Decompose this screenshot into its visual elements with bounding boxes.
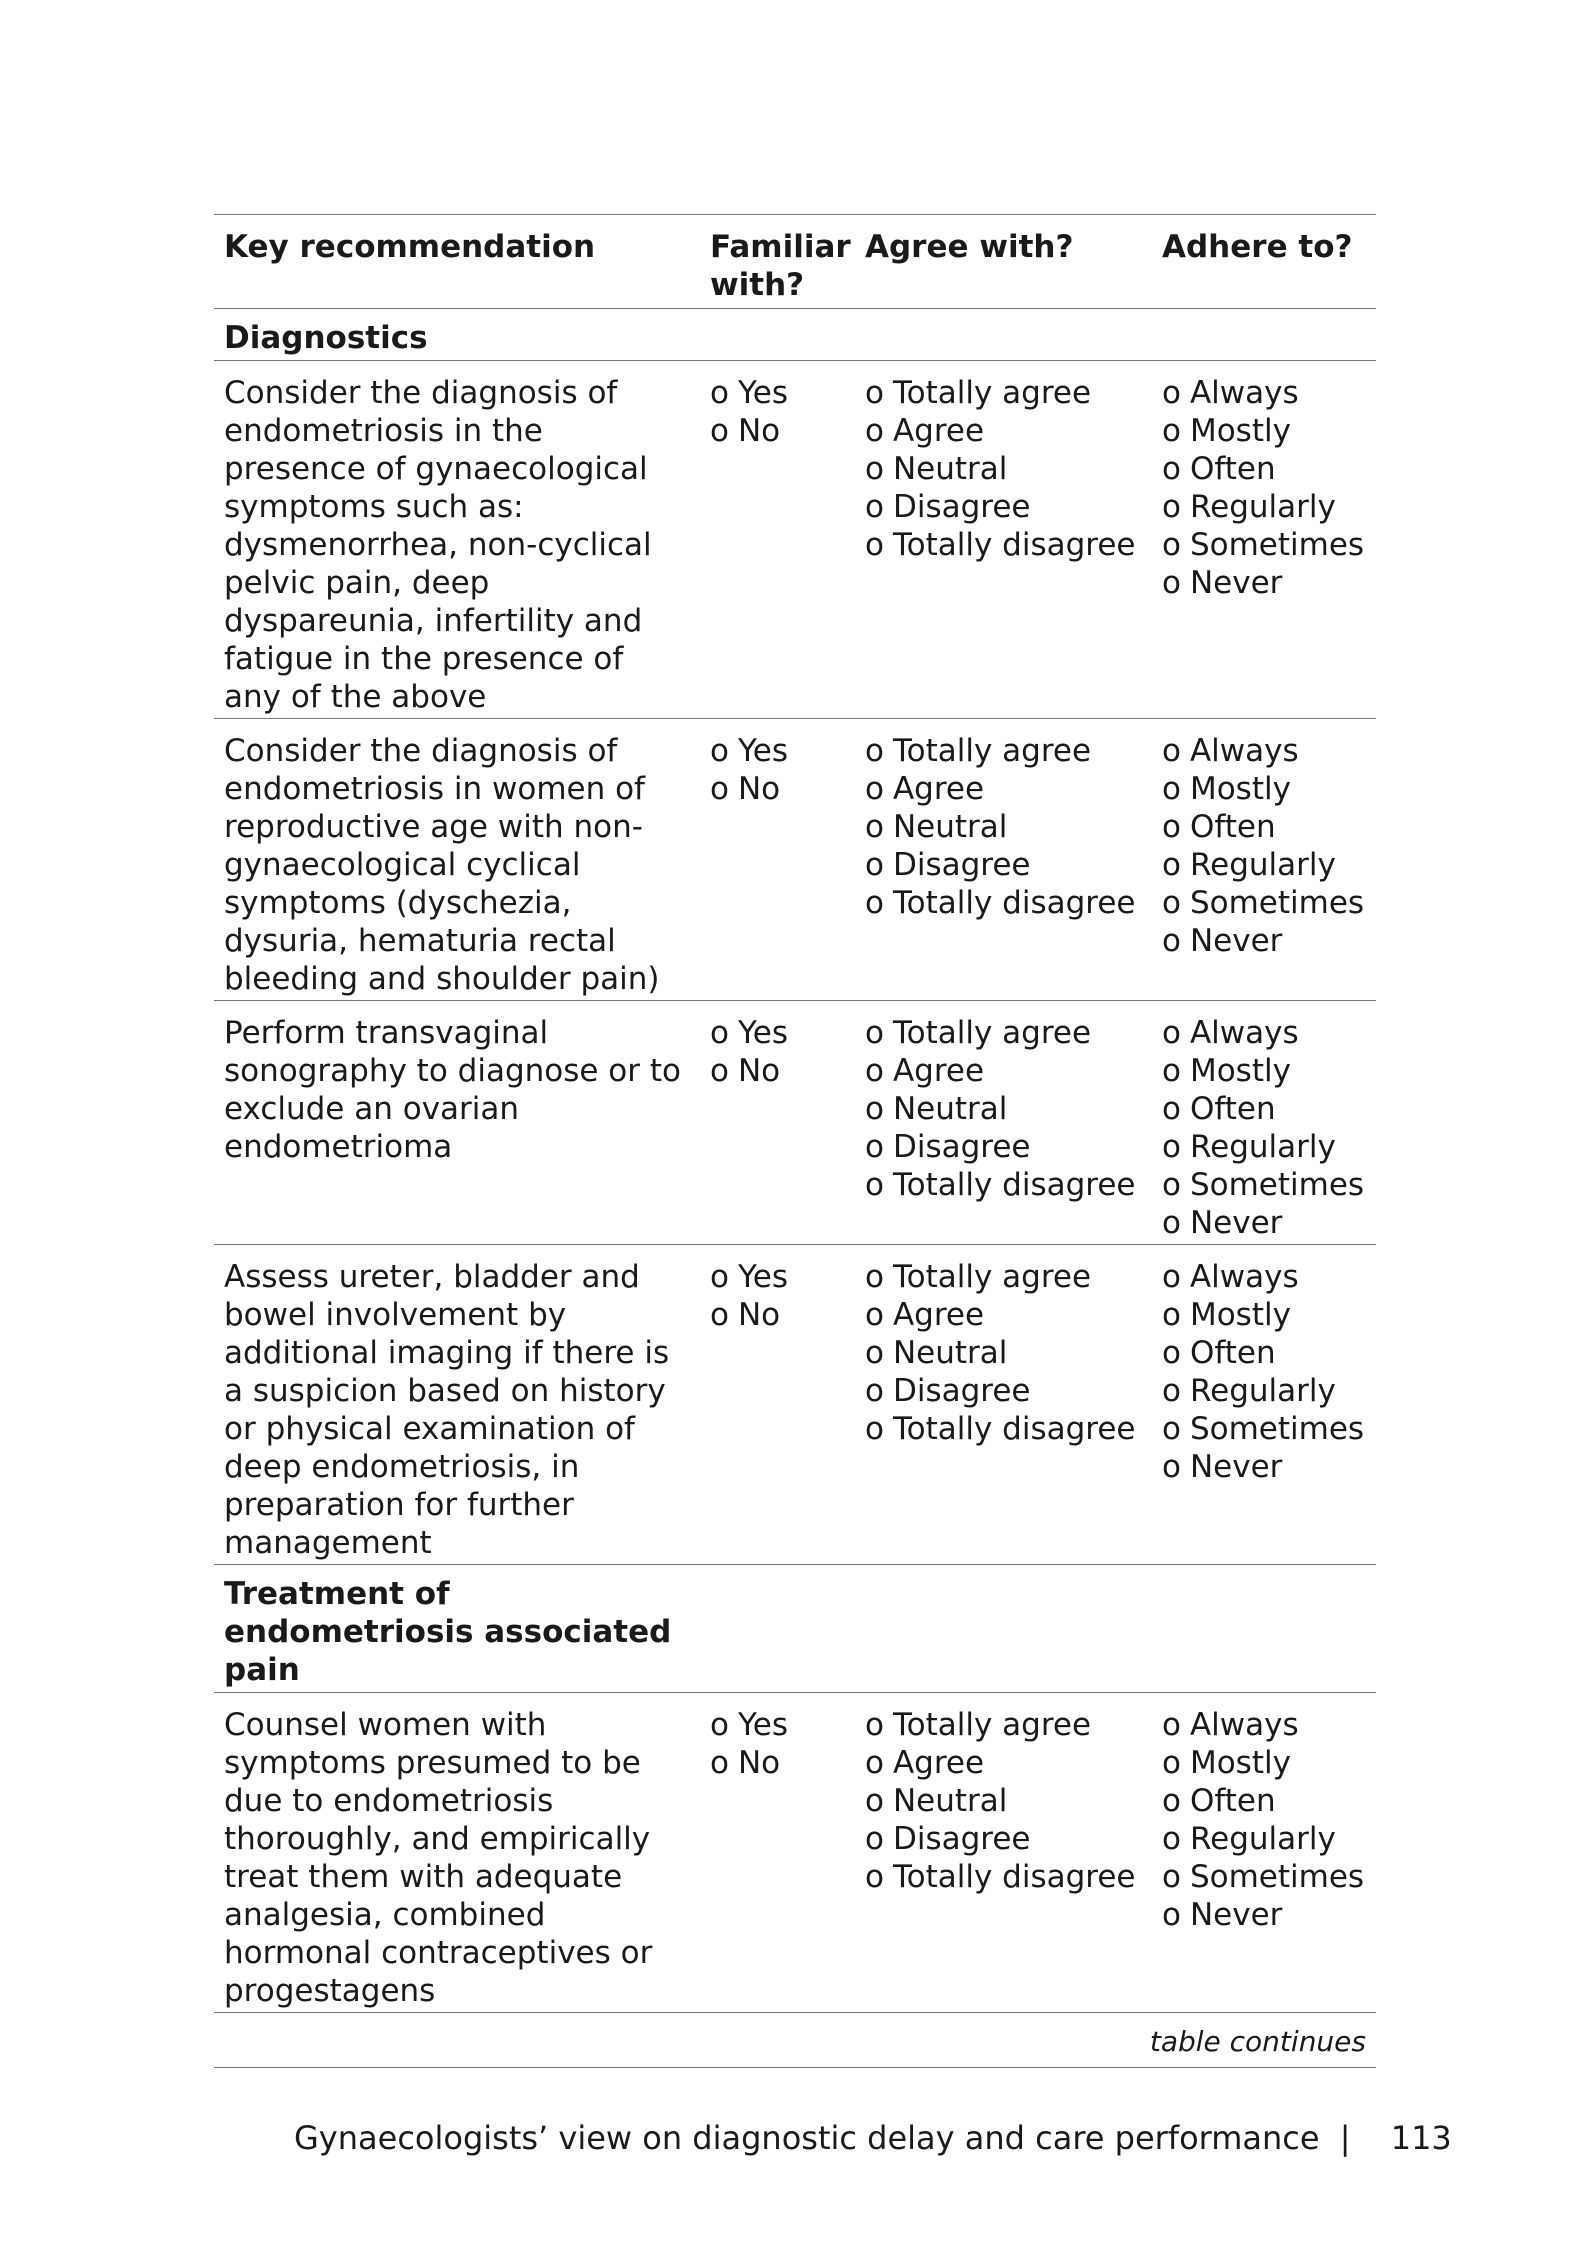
familiar-option[interactable] — [710, 1052, 845, 1090]
option-bullet: o — [865, 847, 884, 883]
familiar-option[interactable] — [710, 1258, 845, 1296]
agree-option[interactable] — [865, 1858, 1142, 1896]
adhere-option-label: Always — [1189, 1259, 1299, 1295]
recommendation-text: Consider the diagnosis of endometriosis in the presence of gynaecological symptoms such as: dysmenorrhea, non-cyclical pelvic pain, deep dyspareunia, infertility and fatigue in the presence of any of the above — [224, 375, 652, 715]
agree-option[interactable] — [865, 1782, 1142, 1820]
option-bullet: o — [1162, 1449, 1181, 1485]
table-row — [214, 1693, 1376, 2013]
familiar-option-label: No — [737, 771, 781, 807]
option-bullet: o — [1162, 923, 1181, 959]
agree-option[interactable] — [865, 1128, 1142, 1166]
agree-option[interactable] — [865, 412, 1142, 450]
adhere-option-label: Always — [1189, 375, 1299, 411]
adhere-option-label: Regularly — [1189, 1373, 1336, 1409]
option-bullet: o — [865, 1859, 884, 1895]
option-bullet: o — [1162, 733, 1181, 769]
adhere-option[interactable] — [1162, 526, 1366, 564]
adhere-options — [1152, 1693, 1376, 2013]
adhere-option[interactable] — [1162, 1744, 1366, 1782]
adhere-option[interactable] — [1162, 1858, 1366, 1896]
adhere-option[interactable] — [1162, 1166, 1366, 1204]
option-bullet: o — [1162, 1783, 1181, 1819]
recommendation-text: Consider the diagnosis of endometriosis in women of reproductive age with non-gynaecological cyclical symptoms (dyschezia, dysuria, hematuria rectal bleeding and shoulder pain) — [224, 733, 660, 997]
option-bullet: o — [1162, 1259, 1181, 1295]
option-bullet: o — [1162, 1373, 1181, 1409]
agree-option-label: Totally disagree — [892, 885, 1136, 921]
adhere-option-label: Never — [1189, 1897, 1283, 1933]
option-bullet: o — [865, 1783, 884, 1819]
agree-option[interactable] — [865, 846, 1142, 884]
adhere-option-label: Never — [1189, 1449, 1283, 1485]
option-bullet: o — [1162, 1745, 1181, 1781]
running-title: Gynaecologists’ view on diagnostic delay and care performance — [294, 2119, 1320, 2157]
agree-option-label: Agree — [892, 1297, 985, 1333]
adhere-option[interactable] — [1162, 374, 1366, 412]
adhere-option[interactable] — [1162, 1410, 1366, 1448]
agree-option[interactable] — [865, 1090, 1142, 1128]
agree-option[interactable] — [865, 374, 1142, 412]
familiar-option[interactable] — [710, 1706, 845, 1744]
option-bullet: o — [710, 413, 729, 449]
agree-option-label: Agree — [892, 771, 985, 807]
agree-option-label: Agree — [892, 1745, 985, 1781]
table-row — [214, 1245, 1376, 1565]
familiar-options — [700, 1693, 855, 2013]
header-familiar-with: Familiar with? — [710, 229, 851, 303]
option-bullet: o — [1162, 847, 1181, 883]
empty-cell — [1152, 309, 1376, 361]
adhere-option[interactable] — [1162, 1128, 1366, 1166]
section-title: Diagnostics — [224, 320, 428, 356]
adhere-option-label: Sometimes — [1189, 527, 1365, 563]
recommendation-text: Perform transvaginal sonography to diagnose or to exclude an ovarian endometrioma — [224, 1015, 681, 1165]
option-bullet: o — [1162, 1167, 1181, 1203]
option-bullet: o — [865, 1015, 884, 1051]
option-bullet: o — [710, 1297, 729, 1333]
adhere-option-label: Regularly — [1189, 1821, 1336, 1857]
option-bullet: o — [865, 1129, 884, 1165]
agree-option-label: Disagree — [892, 489, 1031, 525]
agree-option-label: Totally agree — [892, 733, 1092, 769]
agree-option[interactable] — [865, 1166, 1142, 1204]
option-bullet: o — [865, 771, 884, 807]
option-bullet: o — [710, 375, 729, 411]
option-bullet: o — [1162, 1821, 1181, 1857]
empty-cell — [1152, 1565, 1376, 1693]
empty-cell — [700, 1565, 855, 1693]
empty-cell — [700, 309, 855, 361]
agree-option[interactable] — [865, 1410, 1142, 1448]
agree-options — [855, 1245, 1152, 1565]
adhere-option-label: Always — [1189, 1707, 1299, 1743]
option-bullet: o — [710, 1745, 729, 1781]
option-bullet: o — [1162, 1205, 1181, 1241]
agree-option[interactable] — [865, 526, 1142, 564]
adhere-option[interactable] — [1162, 922, 1366, 960]
option-bullet: o — [865, 1821, 884, 1857]
agree-option[interactable] — [865, 1820, 1142, 1858]
adhere-option-label: Never — [1189, 565, 1283, 601]
option-bullet: o — [1162, 1411, 1181, 1447]
option-bullet: o — [710, 1259, 729, 1295]
agree-option[interactable] — [865, 1296, 1142, 1334]
table-row — [214, 361, 1376, 719]
recommendation-text: Assess ureter, bladder and bowel involvement by additional imaging if there is a suspicion based on history or physical examination of deep endometriosis, in preparation for further management — [224, 1259, 670, 1561]
option-bullet: o — [1162, 771, 1181, 807]
table-row — [214, 719, 1376, 1001]
table-body — [214, 309, 1376, 2068]
page-footer — [294, 2118, 1452, 2158]
option-bullet: o — [865, 527, 884, 563]
option-bullet: o — [1162, 1091, 1181, 1127]
adhere-options — [1152, 361, 1376, 719]
adhere-option-label: Mostly — [1189, 1745, 1291, 1781]
adhere-option[interactable] — [1162, 1448, 1366, 1486]
familiar-option-label: Yes — [737, 375, 789, 411]
adhere-option-label: Never — [1189, 1205, 1283, 1241]
agree-option-label: Neutral — [892, 451, 1008, 487]
option-bullet: o — [1162, 527, 1181, 563]
adhere-option[interactable] — [1162, 884, 1366, 922]
option-bullet: o — [865, 1053, 884, 1089]
familiar-option[interactable] — [710, 412, 845, 450]
adhere-option-label: Never — [1189, 923, 1283, 959]
familiar-options — [700, 361, 855, 719]
agree-option-label: Neutral — [892, 1091, 1008, 1127]
option-bullet: o — [865, 1411, 884, 1447]
option-bullet: o — [1162, 885, 1181, 921]
familiar-option-label: Yes — [737, 1707, 789, 1743]
adhere-options — [1152, 1001, 1376, 1245]
option-bullet: o — [865, 1259, 884, 1295]
agree-option[interactable] — [865, 1372, 1142, 1410]
section-row — [214, 309, 1376, 361]
adhere-option-label: Often — [1189, 1783, 1276, 1819]
familiar-options — [700, 719, 855, 1001]
option-bullet: o — [865, 451, 884, 487]
agree-option[interactable] — [865, 1744, 1142, 1782]
familiar-option-label: No — [737, 1297, 781, 1333]
agree-option-label: Totally disagree — [892, 1859, 1136, 1895]
agree-option-label: Neutral — [892, 1783, 1008, 1819]
option-bullet: o — [1162, 1707, 1181, 1743]
agree-option[interactable] — [865, 1052, 1142, 1090]
option-bullet: o — [710, 771, 729, 807]
adhere-option-label: Mostly — [1189, 1053, 1291, 1089]
agree-options — [855, 361, 1152, 719]
familiar-option-label: No — [737, 1053, 781, 1089]
agree-option[interactable] — [865, 770, 1142, 808]
section-title: Treatment of endometriosis associated pain — [224, 1576, 672, 1688]
familiar-option[interactable] — [710, 1296, 845, 1334]
option-bullet: o — [865, 885, 884, 921]
adhere-option-label: Often — [1189, 1091, 1276, 1127]
agree-option-label: Totally agree — [892, 1259, 1092, 1295]
adhere-option[interactable] — [1162, 732, 1366, 770]
agree-option[interactable] — [865, 450, 1142, 488]
table-header — [214, 215, 1376, 309]
agree-option[interactable] — [865, 884, 1142, 922]
option-bullet: o — [1162, 565, 1181, 601]
adhere-option-label: Sometimes — [1189, 1859, 1365, 1895]
agree-option-label: Neutral — [892, 809, 1008, 845]
option-bullet: o — [1162, 1129, 1181, 1165]
familiar-option[interactable] — [710, 1014, 845, 1052]
header-agree-with: Agree with? — [865, 229, 1074, 265]
agree-option[interactable] — [865, 488, 1142, 526]
familiar-option-label: Yes — [737, 1259, 789, 1295]
section-row — [214, 1565, 1376, 1693]
adhere-option[interactable] — [1162, 564, 1366, 602]
agree-options — [855, 1693, 1152, 2013]
agree-option[interactable] — [865, 1706, 1142, 1744]
adhere-option-label: Mostly — [1189, 771, 1291, 807]
familiar-option-label: No — [737, 1745, 781, 1781]
header-key-recommendation: Key recommendation — [224, 229, 596, 265]
adhere-option-label: Often — [1189, 809, 1276, 845]
adhere-option-label: Mostly — [1189, 1297, 1291, 1333]
adhere-option-label: Sometimes — [1189, 1167, 1365, 1203]
option-bullet: o — [865, 1335, 884, 1371]
continues-row — [214, 2013, 1376, 2068]
agree-option-label: Totally disagree — [892, 527, 1136, 563]
adhere-option[interactable] — [1162, 1052, 1366, 1090]
adhere-option[interactable] — [1162, 412, 1366, 450]
agree-option[interactable] — [865, 1334, 1142, 1372]
agree-option-label: Totally agree — [892, 1707, 1092, 1743]
agree-option-label: Disagree — [892, 1821, 1031, 1857]
agree-option-label: Disagree — [892, 847, 1031, 883]
option-bullet: o — [1162, 1297, 1181, 1333]
agree-option-label: Neutral — [892, 1335, 1008, 1371]
agree-option-label: Agree — [892, 1053, 985, 1089]
adhere-option-label: Regularly — [1189, 489, 1336, 525]
option-bullet: o — [865, 809, 884, 845]
adhere-option[interactable] — [1162, 1014, 1366, 1052]
option-bullet: o — [1162, 809, 1181, 845]
option-bullet: o — [710, 1015, 729, 1051]
empty-cell — [855, 309, 1152, 361]
option-bullet: o — [1162, 1053, 1181, 1089]
table-row — [214, 1001, 1376, 1245]
option-bullet: o — [865, 413, 884, 449]
adhere-option[interactable] — [1162, 1090, 1366, 1128]
option-bullet: o — [1162, 489, 1181, 525]
familiar-option-label: Yes — [737, 733, 789, 769]
header-adhere-to: Adhere to? — [1162, 229, 1353, 265]
adhere-option-label: Regularly — [1189, 1129, 1336, 1165]
option-bullet: o — [710, 733, 729, 769]
option-bullet: o — [865, 1091, 884, 1127]
option-bullet: o — [865, 1297, 884, 1333]
agree-option-label: Disagree — [892, 1373, 1031, 1409]
option-bullet: o — [865, 1373, 884, 1409]
option-bullet: o — [1162, 1859, 1181, 1895]
adhere-option-label: Often — [1189, 1335, 1276, 1371]
adhere-options — [1152, 719, 1376, 1001]
option-bullet: o — [1162, 451, 1181, 487]
option-bullet: o — [865, 1707, 884, 1743]
empty-cell — [855, 1565, 1152, 1693]
agree-option-label: Disagree — [892, 1129, 1031, 1165]
adhere-option[interactable] — [1162, 1896, 1366, 1934]
familiar-option-label: No — [737, 413, 781, 449]
option-bullet: o — [1162, 375, 1181, 411]
adhere-option-label: Always — [1189, 1015, 1299, 1051]
adhere-option[interactable] — [1162, 770, 1366, 808]
adhere-option-label: Often — [1189, 451, 1276, 487]
adhere-option[interactable] — [1162, 1334, 1366, 1372]
agree-option-label: Totally disagree — [892, 1411, 1136, 1447]
familiar-option[interactable] — [710, 770, 845, 808]
option-bullet: o — [1162, 1335, 1181, 1371]
adhere-option[interactable] — [1162, 808, 1366, 846]
adhere-option-label: Mostly — [1189, 413, 1291, 449]
adhere-option-label: Regularly — [1189, 847, 1336, 883]
agree-options — [855, 1001, 1152, 1245]
adhere-option[interactable] — [1162, 846, 1366, 884]
adhere-option[interactable] — [1162, 1782, 1366, 1820]
familiar-option-label: Yes — [737, 1015, 789, 1051]
familiar-option[interactable] — [710, 374, 845, 412]
agree-option[interactable] — [865, 808, 1142, 846]
agree-options — [855, 719, 1152, 1001]
adhere-option-label: Sometimes — [1189, 1411, 1365, 1447]
agree-option-label: Agree — [892, 413, 985, 449]
adhere-option[interactable] — [1162, 1296, 1366, 1334]
adhere-option[interactable] — [1162, 1204, 1366, 1242]
adhere-option[interactable] — [1162, 1820, 1366, 1858]
familiar-option[interactable] — [710, 732, 845, 770]
familiar-option[interactable] — [710, 1744, 845, 1782]
agree-option-label: Totally agree — [892, 375, 1092, 411]
familiar-options — [700, 1001, 855, 1245]
adhere-option-label: Always — [1189, 733, 1299, 769]
adhere-option[interactable] — [1162, 450, 1366, 488]
adhere-option-label: Sometimes — [1189, 885, 1365, 921]
option-bullet: o — [1162, 1015, 1181, 1051]
recommendation-text: Counsel women with symptoms presumed to be due to endometriosis thoroughly, and empirically treat them with adequate analgesia, combined hormonal contraceptives or progestagens — [224, 1707, 653, 2009]
option-bullet: o — [865, 1745, 884, 1781]
agree-option-label: Totally disagree — [892, 1167, 1136, 1203]
agree-option-label: Totally agree — [892, 1015, 1092, 1051]
adhere-option[interactable] — [1162, 1706, 1366, 1744]
table-continues-note: table continues — [1149, 2025, 1366, 2058]
agree-option[interactable] — [865, 732, 1142, 770]
adhere-option[interactable] — [1162, 488, 1366, 526]
agree-option[interactable] — [865, 1014, 1142, 1052]
option-bullet: o — [1162, 413, 1181, 449]
option-bullet: o — [1162, 1897, 1181, 1933]
page-number: 113 — [1390, 2119, 1452, 2157]
option-bullet: o — [865, 375, 884, 411]
adhere-options — [1152, 1245, 1376, 1565]
adhere-option[interactable] — [1162, 1258, 1366, 1296]
familiar-options — [700, 1245, 855, 1565]
option-bullet: o — [710, 1707, 729, 1743]
option-bullet: o — [710, 1053, 729, 1089]
recommendation-table — [214, 214, 1376, 2068]
footer-separator: | — [1339, 2119, 1351, 2157]
option-bullet: o — [865, 489, 884, 525]
option-bullet: o — [865, 733, 884, 769]
adhere-option[interactable] — [1162, 1372, 1366, 1410]
agree-option[interactable] — [865, 1258, 1142, 1296]
option-bullet: o — [865, 1167, 884, 1203]
